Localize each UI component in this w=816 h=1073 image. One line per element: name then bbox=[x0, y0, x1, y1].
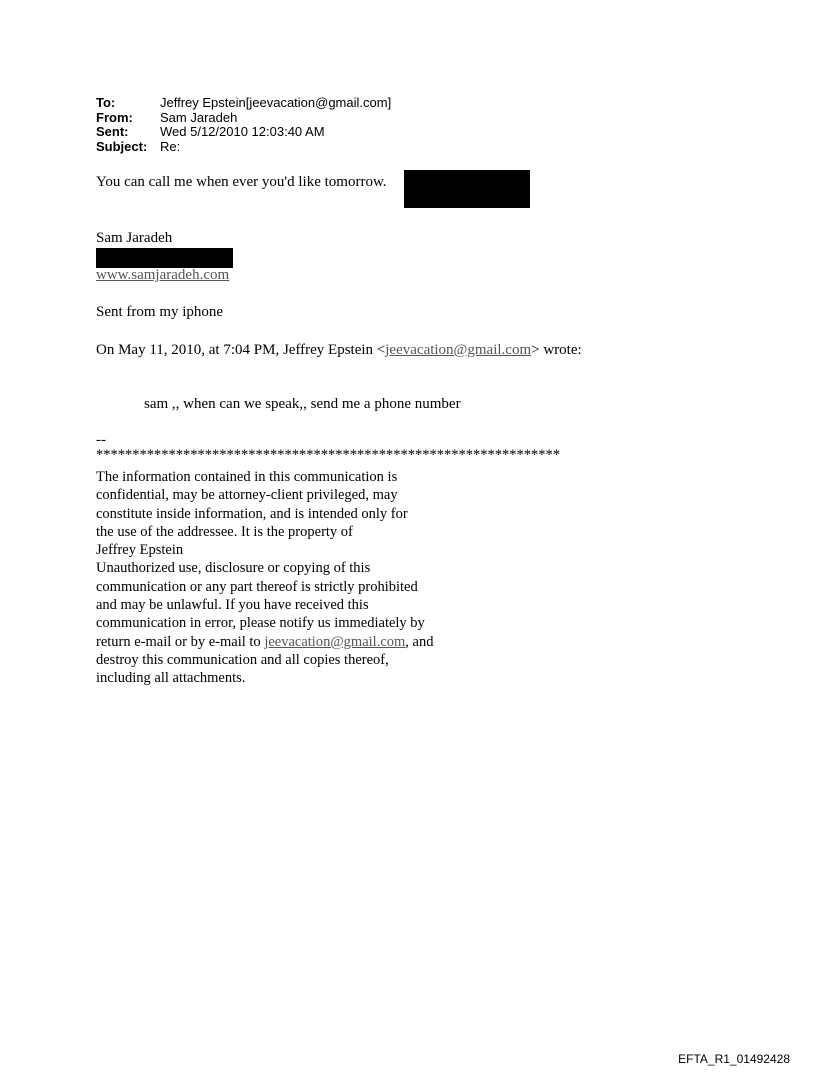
header-subject-row bbox=[96, 140, 391, 155]
website-link-text[interactable]: www.samjaradeh.com bbox=[96, 267, 230, 283]
separator-dashes: -- bbox=[96, 432, 106, 448]
to-label: To: bbox=[96, 95, 116, 110]
disclaimer-line: The information contained in this communication is bbox=[96, 469, 398, 485]
redaction-block bbox=[404, 170, 530, 208]
disclaimer-line: Jeffrey Epstein bbox=[96, 542, 184, 559]
disclaimer-line: and may be unlawful. If you have received this bbox=[96, 597, 369, 614]
subject-value: Re: bbox=[160, 138, 181, 154]
disclaimer bbox=[96, 468, 433, 688]
header-sent-row bbox=[96, 125, 391, 140]
disclaimer-line: constitute inside information, and is intended only for bbox=[96, 505, 408, 522]
separator-stars: **************************************************************** bbox=[96, 447, 560, 463]
disclaimer-line: communication in error, please notify us immediately by bbox=[96, 615, 425, 632]
quote-intro bbox=[96, 342, 582, 359]
sent-from-line: Sent from my iphone bbox=[96, 304, 224, 320]
disclaimer-line-10-after: , and bbox=[405, 633, 434, 650]
subject-label: Subject: bbox=[96, 138, 148, 154]
disclaimer-line: communication or any part thereof is strictly prohibited bbox=[96, 578, 418, 595]
disclaimer-line: the use of the addressee. It is the property of bbox=[96, 523, 353, 540]
disclaimer-line: Unauthorized use, disclosure or copying of this bbox=[96, 560, 371, 577]
redaction-block bbox=[96, 248, 233, 268]
sent-label: Sent: bbox=[96, 124, 129, 139]
disclaimer-line: including all attachments. bbox=[96, 670, 246, 687]
body-line-1: You can call me when ever you'd like tomorrow. bbox=[96, 174, 387, 190]
sent-value: Wed 5/12/2010 12:03:40 AM bbox=[160, 124, 325, 139]
quote-intro-before: On May 11, 2010, at 7:04 PM, Jeffrey Epstein < bbox=[96, 342, 386, 358]
disclaimer-line: destroy this communication and all copies thereof, bbox=[96, 651, 389, 668]
from-value: Sam Jaradeh bbox=[160, 109, 238, 125]
quote-intro-after: > wrote: bbox=[531, 342, 582, 358]
quote-email-link[interactable]: jeevacation@gmail.com bbox=[385, 342, 532, 358]
header-to-row bbox=[96, 96, 391, 111]
header-from-row bbox=[96, 111, 391, 126]
website-link[interactable] bbox=[96, 267, 229, 284]
disclaimer-line: confidential, may be attorney-client privileged, may bbox=[96, 487, 398, 504]
disclaimer-email-link[interactable]: jeevacation@gmail.com bbox=[264, 633, 406, 650]
email-header bbox=[96, 96, 391, 154]
signature-name: Sam Jaradeh bbox=[96, 230, 173, 246]
quoted-message: sam ,, when can we speak,, send me a phone number bbox=[144, 396, 461, 412]
disclaimer-line-10-before: return e-mail or by e-mail to bbox=[96, 633, 265, 650]
disclaimer-line bbox=[96, 633, 433, 651]
document-id: EFTA_R1_01492428 bbox=[678, 1052, 790, 1066]
from-label: From: bbox=[96, 109, 133, 125]
to-value: Jeffrey Epstein[jeevacation@gmail.com] bbox=[160, 95, 392, 110]
